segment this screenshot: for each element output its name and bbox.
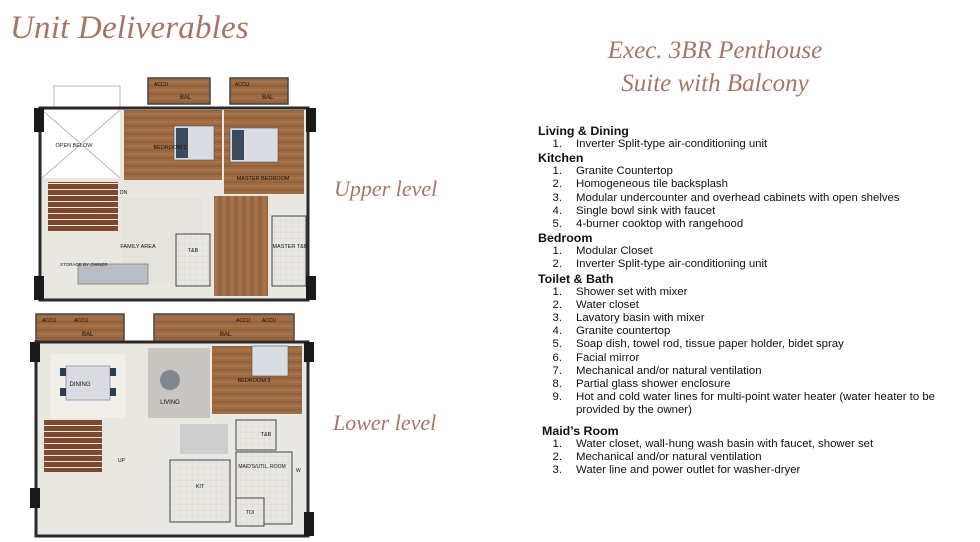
kit-label: KIT: [195, 484, 205, 490]
page-title: Unit Deliverables: [10, 10, 249, 46]
upper-level-label: Upper level: [334, 176, 438, 201]
list-item: 2. Mechanical and/or natural ventilation: [552, 450, 762, 463]
dining-label: DINING: [69, 382, 91, 388]
bedroom-2-label: BEDROOM 2: [153, 145, 187, 151]
list-item: 1. Water closet, wall-hung wash basin with faucet, shower set: [552, 437, 874, 450]
unit-title: [560, 34, 870, 100]
section-toilet-bath: [538, 272, 978, 418]
section-title: Bedroom: [538, 231, 593, 246]
master-tb-label: MASTER T&B: [272, 244, 308, 250]
lower-floor-plan: [30, 312, 318, 540]
section-maids-room: [538, 424, 978, 478]
list-item: 8. Partial glass shower enclosure: [552, 378, 731, 391]
lower-level-label: Lower level: [333, 410, 437, 435]
family-area-label: FAMILY AREA: [120, 244, 156, 250]
maids-room-label: MAID'S/UTIL. ROOM: [238, 464, 286, 470]
section-title: Toilet & Bath: [538, 271, 614, 286]
list-item: 3. Water line and power outlet for washer-dryer: [552, 464, 801, 477]
dn-label: DN: [120, 190, 128, 196]
list-item: 9. Hot and cold water lines for multi-point water heater (water heater to be provided by the owner): [552, 391, 935, 417]
section-living-dining: [538, 124, 978, 151]
accu-label: ACCU: [236, 318, 251, 324]
tb-label: T&B: [187, 248, 199, 254]
list-item: 7. Mechanical and/or natural ventilation: [552, 364, 762, 377]
master-bedroom-label: MASTER BEDROOM: [236, 176, 290, 182]
bal-label: BAL: [82, 332, 94, 338]
list-item: 2. Inverter Split-type air-conditioning unit: [552, 258, 768, 271]
accu-label: ACCU: [74, 318, 89, 324]
tb-label: T&B: [260, 432, 272, 438]
accu-label: ACCU: [235, 82, 250, 88]
upper-floor-plan: [34, 76, 316, 302]
toi-label: TOI: [245, 510, 255, 516]
bal-label: BAL: [180, 95, 192, 101]
list-item: 1. Shower set with mixer: [552, 285, 688, 298]
deliverables-list: [538, 124, 978, 477]
list-item: 2. Homogeneous tile backsplash: [552, 178, 728, 191]
storage-label: STORAGE BY OWNER: [60, 262, 108, 267]
list-item: 1. Granite Countertop: [552, 165, 673, 178]
accu-label: ACCU: [154, 82, 169, 88]
bal-label: BAL: [262, 95, 274, 101]
up-label: UP: [118, 458, 125, 464]
list-item: 1. Inverter Split-type air-conditioning unit: [552, 138, 768, 150]
w-label: W: [296, 468, 301, 474]
list-item: 4. Single bowl sink with faucet: [552, 204, 716, 217]
open-below-label: OPEN BELOW: [55, 143, 93, 149]
section-bedroom: [538, 231, 978, 271]
section-kitchen: [538, 151, 978, 231]
list-item: 3. Lavatory basin with mixer: [552, 312, 705, 325]
section-title: Maid’s Room: [542, 423, 619, 438]
list-item: 4. Granite countertop: [552, 325, 671, 338]
list-item: 5. Soap dish, towel rod, tissue paper holder, bidet spray: [552, 338, 844, 351]
list-item: 1. Modular Closet: [552, 245, 653, 258]
bal-label: BAL: [220, 332, 232, 338]
list-item: 6. Facial mirror: [552, 351, 640, 364]
list-item: 3. Modular undercounter and overhead cabinets with open shelves: [552, 191, 900, 204]
unit-title-line-2: Suite with Balcony: [621, 70, 809, 97]
unit-title-line-1: Exec. 3BR Penthouse: [607, 37, 823, 64]
accu-label: ACCU: [42, 318, 57, 324]
list-item: 2. Water closet: [552, 298, 639, 311]
section-title: Living & Dining: [538, 124, 629, 138]
living-label: LIVING: [160, 400, 180, 406]
accu-label: ACCU: [262, 318, 277, 324]
list-item: 5. 4-burner cooktop with rangehood: [552, 218, 744, 231]
bedroom-3-label: BEDROOM 3: [237, 378, 271, 384]
section-title: Kitchen: [538, 151, 584, 166]
